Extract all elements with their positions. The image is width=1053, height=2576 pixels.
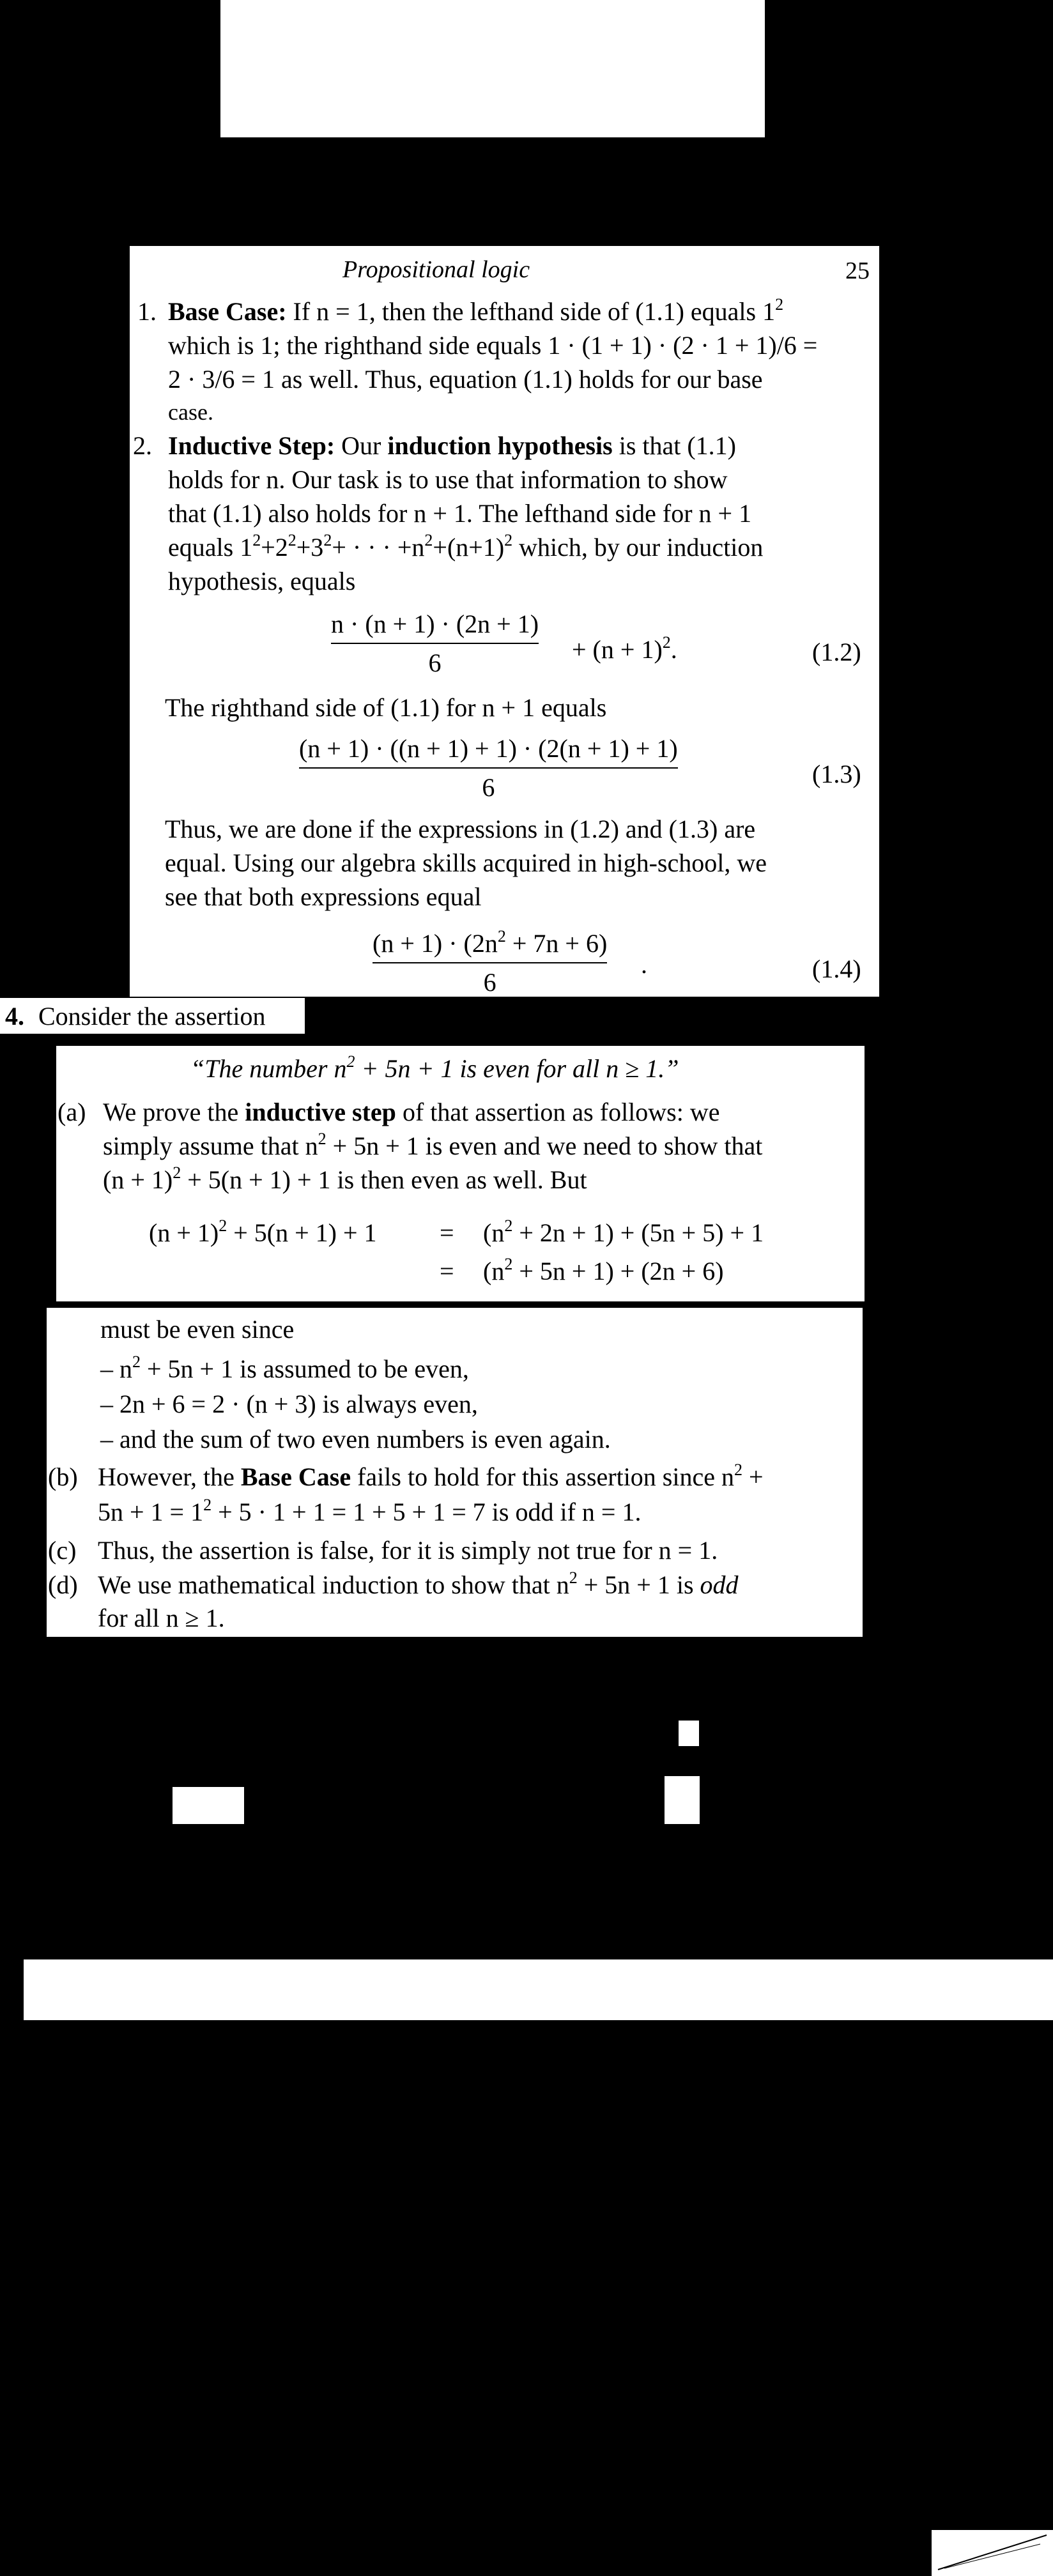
assertion-sup: 2 [346, 1052, 355, 1071]
part-b-line-2-a: 5n + 1 = 1 [98, 1498, 204, 1526]
bullet-1-a: – n [100, 1354, 132, 1383]
bullet-1-b: + 5n + 1 is assumed to be even, [141, 1354, 469, 1383]
part-d-sup: 2 [569, 1568, 578, 1587]
item-4-intro: Consider the assertion [38, 1002, 266, 1031]
eq-1-4-label: (1.4) [812, 954, 861, 983]
part-c-label: (c) [48, 1536, 77, 1565]
assertion-b: + 5n + 1 is even for all n ≥ 1.” [355, 1054, 679, 1083]
item-1-label: 1. [137, 297, 157, 326]
sum-term-3: +3 [296, 533, 324, 562]
eq-1-4-period: . [641, 950, 647, 979]
small-white-rect-right [665, 1776, 700, 1824]
part-b-line-1-a: However, the [98, 1462, 241, 1491]
remainder-panel [47, 1308, 863, 1637]
inductive-step-bold: inductive step [245, 1098, 396, 1126]
eq-1-3-numerator: (n + 1) · ((n + 1) + 1) · (2(n + 1) + 1) [299, 734, 678, 763]
sum-term-5: +(n+1) [433, 533, 505, 562]
part-a-line-1-a: We prove the [103, 1098, 245, 1126]
sum-tail: which, by our induction [512, 533, 764, 562]
odd-italic: odd [700, 1570, 739, 1599]
eq-1-2-sup: 2 [662, 633, 671, 652]
bullet-3: – and the sum of two even numbers is even again. [100, 1425, 611, 1453]
sum-term-2: +2 [261, 533, 288, 562]
eq-1-4-sup: 2 [497, 927, 506, 946]
sup-a: 2 [252, 531, 261, 549]
item-1-line-1 [168, 295, 784, 326]
eq-lhs-b: + 5(n + 1) + 1 [227, 1218, 377, 1247]
eq-rhs-1-a: (n [483, 1218, 505, 1247]
eq-lhs [149, 1216, 377, 1247]
item-1-line-4: case. [168, 399, 213, 425]
eq-rhs-2-b: + 5n + 1) + (2n + 6) [512, 1257, 724, 1285]
item-1-sup: 2 [775, 295, 784, 314]
running-header-title: Propositional logic [342, 256, 530, 283]
assertion-quote [190, 1052, 679, 1083]
page-25-panel [130, 246, 879, 997]
eq-rhs-1-b: + 2n + 1) + (5n + 5) + 1 [512, 1218, 764, 1247]
eq-1-4-bar [373, 962, 607, 963]
part-a-line-1 [103, 1100, 720, 1125]
eq-1-3-fraction [299, 733, 678, 802]
eq-1-2-period: . [670, 635, 677, 664]
corner-white-patch [932, 2530, 1053, 2576]
page-number: 25 [845, 257, 870, 284]
item-1-line-3: 2 · 3/6 = 1 as well. Thus, equation (1.1) holds for our base [168, 365, 763, 394]
eq-1-4-num-a: (n + 1) · (2n [373, 929, 498, 958]
part-d-line-1 [98, 1568, 739, 1599]
part-a-label: (a) [58, 1098, 86, 1126]
thus-line-2: equal. Using our algebra skills acquired in high-school, we [165, 848, 767, 877]
part-a-line-3 [103, 1163, 587, 1194]
eq-1-2-denominator: 6 [428, 648, 442, 677]
eq-1-4-denominator: 6 [483, 968, 496, 997]
inductive-step-heading: Inductive Step: [168, 431, 335, 460]
eq-1-2-fraction [331, 609, 539, 678]
base-case-heading: Base Case: [168, 297, 287, 326]
part-a-sup-1: 2 [318, 1130, 327, 1148]
corner-scratch-mark [932, 2530, 1053, 2576]
part-b-line-1-c: + [742, 1462, 764, 1491]
item-2-label: 2. [133, 431, 152, 460]
sum-term-4: + · · · +n [332, 533, 425, 562]
item-2-line-4 [168, 531, 764, 562]
must-be-even-line: must be even since [100, 1315, 295, 1344]
eq-1-2-tail [572, 633, 677, 664]
eq-lhs-a: (n + 1) [149, 1218, 219, 1247]
part-a-line-3-b: + 5(n + 1) + 1 is then even as well. But [181, 1165, 587, 1194]
eq-1-2-tail-text: + (n + 1) [572, 635, 663, 664]
part-a-line-3-a: (n + 1) [103, 1165, 173, 1194]
item-2-line-3: that (1.1) also holds for n + 1. The lefthand side for n + 1 [168, 499, 752, 528]
small-white-rect-left [173, 1787, 244, 1824]
small-white-square [679, 1721, 699, 1746]
part-c-line: Thus, the assertion is false, for it is simply not true for n = 1. [98, 1536, 718, 1565]
part-b-line-2-b: + 5 · 1 + 1 = 1 + 5 + 1 = 7 is odd if n = 1. [211, 1498, 642, 1526]
item-2-line-2: holds for n. Our task is to use that information to show [168, 465, 728, 494]
eq-rhs-2-a: (n [483, 1257, 505, 1285]
righthand-side-line: The righthand side of (1.1) for n + 1 equals [165, 693, 607, 722]
induction-hypothesis-bold: induction hypothesis [387, 431, 613, 460]
eq-1-2-bar [331, 643, 539, 644]
part-d-line-2: for all n ≥ 1. [98, 1604, 225, 1632]
eq-1-2-numerator: n · (n + 1) · (2n + 1) [331, 610, 539, 638]
item-4-label: 4. [5, 1002, 24, 1031]
sup-c: 2 [323, 531, 332, 549]
eq-rhs-1 [483, 1216, 764, 1247]
part-b-label: (b) [48, 1462, 78, 1491]
part-d-line-1-a: We use mathematical induction to show that n [98, 1570, 569, 1599]
sup-e: 2 [504, 531, 513, 549]
sup-b: 2 [288, 531, 296, 549]
part-a-line-2-a: simply assume that n [103, 1131, 318, 1160]
eq-1-4-numerator [373, 928, 607, 958]
part-a-line-2-b: + 5n + 1 is even and we need to show that [326, 1131, 763, 1160]
part-d-line-1-b: + 5n + 1 is [577, 1570, 700, 1599]
base-case-bold: Base Case [240, 1462, 351, 1491]
eq-rhs-1-sup: 2 [504, 1216, 513, 1235]
eq-1-2-label: (1.2) [812, 638, 861, 666]
part-b-line-1-b: fails to hold for this assertion since n [351, 1462, 734, 1491]
part-b-sup-2: 2 [203, 1496, 212, 1514]
assertion-a: “The number n [190, 1054, 347, 1083]
item-2-line-1 [168, 433, 736, 459]
item-1-line-1-text: If n = 1, then the lefthand side of (1.1) equals 1 [286, 297, 776, 326]
part-b-line-2 [98, 1496, 642, 1526]
eq-lhs-sup: 2 [219, 1216, 227, 1235]
bullet-1 [100, 1353, 469, 1383]
sup-d: 2 [424, 531, 433, 549]
wide-white-band [24, 1959, 1053, 2020]
item-1-line-2: which is 1; the righthand side equals 1 · (1 + 1) · (2 · 1 + 1)/6 = [168, 331, 818, 360]
sum-term-1: equals 1 [168, 533, 253, 562]
top-white-block [220, 0, 765, 137]
thus-line-3: see that both expressions equal [165, 882, 482, 911]
part-b-sup-1: 2 [734, 1460, 742, 1479]
eq-1-3-denominator: 6 [482, 773, 495, 802]
part-a-sup-2: 2 [173, 1163, 181, 1182]
part-a-line-1-b: of that assertion as follows: we [396, 1098, 720, 1126]
item-4-intro-strip [0, 998, 305, 1034]
eq-1-4-num-b: + 7n + 6) [505, 929, 608, 958]
part-d-label: (d) [48, 1570, 78, 1599]
item-2-line-1-a: Our [335, 431, 388, 460]
part-b-line-1 [98, 1460, 764, 1491]
eq-rhs-2 [483, 1255, 724, 1285]
eq-1-4-fraction [373, 928, 607, 997]
bullet-1-sup: 2 [132, 1353, 141, 1371]
item-2-line-5: hypothesis, equals [168, 567, 356, 595]
item-2-line-1-b: is that (1.1) [612, 431, 737, 460]
eq-equals-2: = [440, 1257, 454, 1285]
thus-line-1: Thus, we are done if the expressions in (1.2) and (1.3) are [165, 815, 756, 843]
bullet-2: – 2n + 6 = 2 · (n + 3) is always even, [100, 1390, 478, 1418]
eq-rhs-2-sup: 2 [504, 1255, 513, 1273]
eq-1-3-label: (1.3) [812, 760, 861, 788]
eq-equals-1: = [440, 1218, 454, 1247]
part-a-line-2 [103, 1130, 763, 1160]
eq-1-3-bar [299, 767, 678, 769]
assertion-panel [56, 1046, 865, 1301]
